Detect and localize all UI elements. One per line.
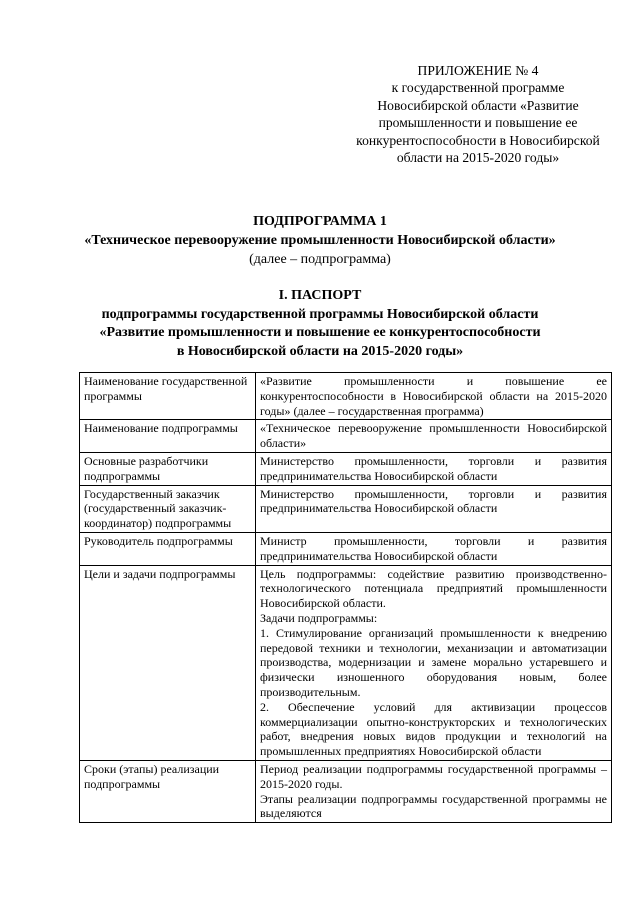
- appendix-line: Новосибирской области «Развитие: [377, 97, 579, 113]
- appendix-line: области на 2015-2020 годы»: [396, 150, 560, 166]
- appendix-title: ПРИЛОЖЕНИЕ № 4: [417, 63, 539, 78]
- row-value: [256, 532, 612, 565]
- row-paragraph: «Техническое перевооружение промышленности Новосибирской области»: [260, 421, 607, 451]
- subprogram-name: «Техническое перевооружение промышленности Новосибирской области»: [84, 233, 556, 248]
- row-paragraph: «Развитие промышленности и повышение ее конкурентоспособности в Новосибирской области на 2015-2020 годы» (далее – государственная программа): [260, 374, 607, 418]
- passport-section-title: I. ПАСПОРТ: [278, 288, 362, 303]
- row-value: [256, 420, 612, 453]
- row-value: [256, 373, 612, 420]
- table-row: [80, 485, 612, 532]
- row-paragraph: Задачи подпрограммы:: [260, 610, 378, 625]
- appendix-line: конкурентоспособности в Новосибирской: [356, 132, 600, 148]
- subprogram-note: (далее – подпрограмма): [249, 252, 391, 267]
- row-paragraph: Цель подпрограммы: содействие развитию производственно-технологического потенциала предприятий промышленности Новосибирской области.: [260, 566, 607, 611]
- row-label: Сроки (этапы) реализации подпрограммы: [80, 760, 256, 822]
- passport-title-line: в Новосибирской области на 2015-2020 годы»: [176, 343, 464, 359]
- row-paragraph: 2. Обеспечение условий для активизации процессов коммерциализации опытно-конструкторских и технологических работ, внедрения новых видов продукции и технологий на промышленных предприятиях Новосибирской области: [260, 699, 607, 759]
- table-row: [80, 373, 612, 420]
- row-label: Основные разработчики подпрограммы: [80, 452, 256, 485]
- row-paragraph: Период реализации подпрограммы государственной программы – 2015-2020 годы.: [260, 761, 607, 791]
- row-value: [256, 565, 612, 760]
- appendix-line: к государственной программе: [391, 80, 565, 96]
- subprogram-heading: [0, 212, 640, 269]
- passport-title-line: «Развитие промышленности и повышение ее конкурентоспособности: [99, 325, 541, 340]
- row-paragraph: Этапы реализации подпрограммы государственной программы не выделяются: [260, 791, 607, 821]
- row-paragraph: Министр промышленности, торговли и развития предпринимательства Новосибирской области: [260, 533, 607, 563]
- row-paragraph: Министерство промышленности, торговли и развития предпринимательства Новосибирской области: [260, 486, 607, 516]
- row-label: Государственный заказчик (государственный заказчик-координатор) подпрограммы: [80, 485, 256, 532]
- table-row: [80, 420, 612, 453]
- row-value: [256, 485, 612, 532]
- table-row: [80, 760, 612, 822]
- row-label: Наименование государственной программы: [80, 373, 256, 420]
- table-row: [80, 532, 612, 565]
- table-row: [80, 565, 612, 760]
- passport-title-line: подпрограммы государственной программы Новосибирской области: [101, 306, 539, 322]
- row-value: [256, 760, 612, 822]
- row-label: Руководитель подпрограммы: [80, 532, 256, 565]
- passport-heading: [0, 287, 640, 361]
- row-paragraph: Министерство промышленности, торговли и развития предпринимательства Новосибирской области: [260, 453, 607, 483]
- table-row: [80, 452, 612, 485]
- row-label: Цели и задачи подпрограммы: [80, 565, 256, 760]
- row-value: [256, 452, 612, 485]
- subprogram-title: ПОДПРОГРАММА 1: [253, 214, 387, 229]
- row-paragraph: 1. Стимулирование организаций промышленности к внедрению передовой техники и технологии, механизации и автоматизации производства, модернизации и замене морально устаревшего и физически изношенного оборудования новым, более производительным.: [260, 625, 607, 699]
- appendix-line: промышленности и повышение ее: [378, 115, 578, 131]
- appendix-header: [330, 62, 626, 166]
- row-label: Наименование подпрограммы: [80, 420, 256, 453]
- passport-table: [79, 372, 612, 823]
